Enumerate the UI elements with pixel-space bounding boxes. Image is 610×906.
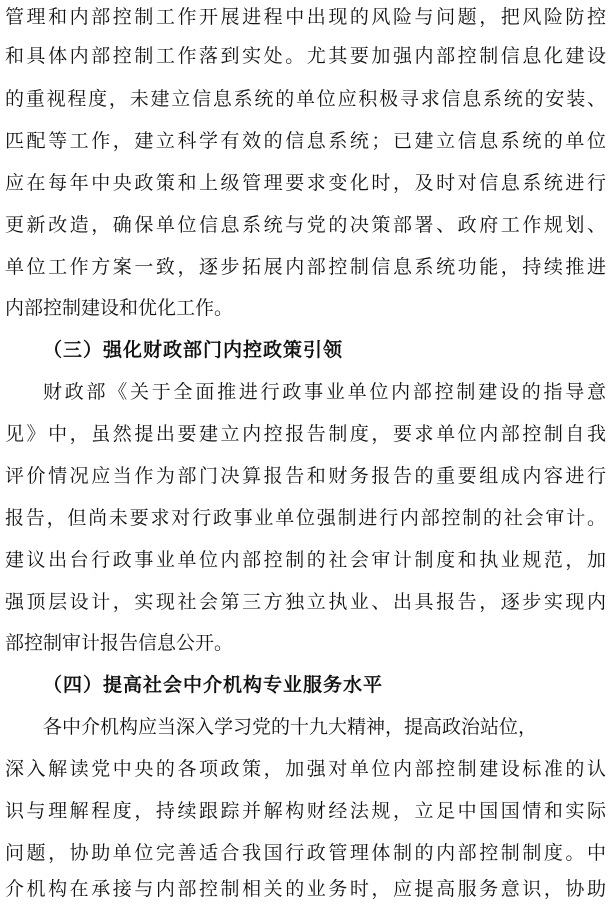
paragraph-3-line-1: 各中介机构应当深入学习党的十九大精神，提高政治站位， <box>43 716 538 738</box>
paragraph-2-line-6: 强顶层设计，实现社会第三方独立执业、出具报告，逐步实现内 <box>5 591 606 613</box>
paragraph-2-line-5: 建议出台行政事业单位内部控制的社会审计制度和执业规范，加 <box>5 549 606 571</box>
section-heading-3: （三）强化财政部门内控政策引领 <box>43 339 344 361</box>
paragraph-1-line-2: 和具体内部控制工作落到实处。尤其要加强内部控制信息化建设 <box>5 45 606 67</box>
paragraph-1-line-1: 管理和内部控制工作开展进程中出现的风险与问题，把风险防控 <box>5 6 606 28</box>
paragraph-3-line-3: 识与理解程度，持续跟踪并解构财经法规，立足中国国情和实际 <box>5 800 606 822</box>
paragraph-2-line-4: 报告，但尚未要求对行政事业单位强制进行内部控制的社会审计。 <box>5 507 606 529</box>
paragraph-1-line-7: 单位工作方案一致，逐步拓展内部控制信息系统功能，持续推进 <box>5 256 606 278</box>
paragraph-2-line-2: 见》中，虽然提出要建立内控报告制度，要求单位内部控制自我 <box>5 423 606 445</box>
paragraph-3-line-5: 介机构在承接与内部控制相关的业务时，应提高服务意识，协助 <box>5 878 606 900</box>
paragraph-1-line-3: 的重视程度，未建立信息系统的单位应积极寻求信息系统的安装、 <box>5 88 606 110</box>
paragraph-3-line-2: 深入解读党中央的各项政策，加强对单位内部控制建设标准的认 <box>5 758 606 780</box>
paragraph-1-line-6: 更新改造，确保单位信息系统与党的决策部署、政府工作规划、 <box>5 214 606 236</box>
paragraph-2-line-7: 部控制审计报告信息公开。 <box>5 632 234 654</box>
paragraph-3-line-4: 问题，协助单位完善适合我国行政管理体制的内部控制制度。中 <box>5 842 606 864</box>
paragraph-1-line-5: 应在每年中央政策和上级管理要求变化时，及时对信息系统进行 <box>5 172 606 194</box>
paragraph-2-line-1: 财政部《关于全面推进行政事业单位内部控制建设的指导意 <box>43 381 606 403</box>
paragraph-1-line-4: 匹配等工作，建立科学有效的信息系统；已建立信息系统的单位 <box>5 130 606 152</box>
paragraph-1-line-8: 内部控制建设和优化工作。 <box>5 297 234 319</box>
paragraph-2-line-3: 评价情况应当作为部门决算报告和财务报告的重要组成内容进行 <box>5 465 606 487</box>
section-heading-4: （四）提高社会中介机构专业服务水平 <box>43 674 384 696</box>
